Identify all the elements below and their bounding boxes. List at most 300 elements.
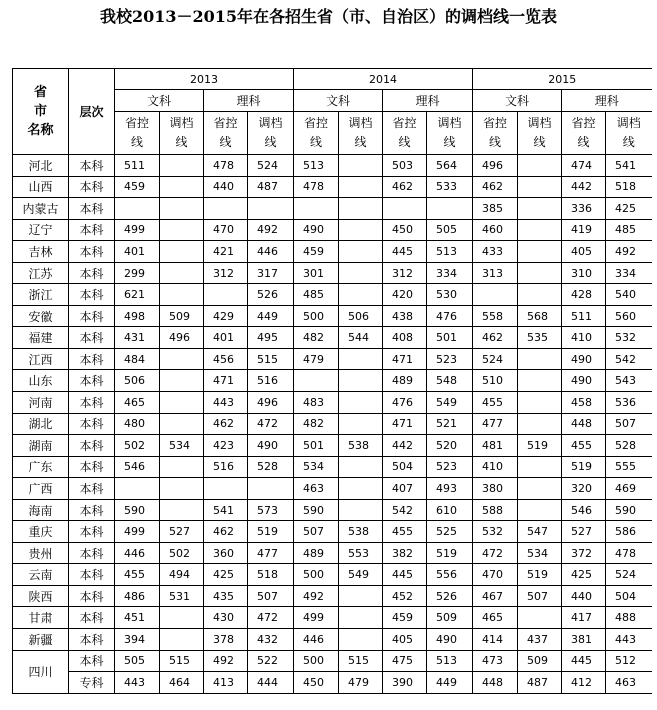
score-cell: 456: [204, 348, 248, 370]
score-cell: 553: [339, 542, 383, 564]
score-cell: 538: [339, 521, 383, 543]
score-cell: [204, 198, 248, 220]
score-cell: 437: [518, 629, 562, 651]
score-cell: 420: [383, 284, 427, 306]
score-cell: 538: [339, 435, 383, 457]
line-type-text: 线: [219, 135, 232, 149]
table-row: [13, 219, 652, 241]
score-cell: [339, 348, 383, 370]
province-cell: 四川: [13, 650, 69, 693]
score-cell: 523: [427, 456, 473, 478]
score-cell: 413: [204, 672, 248, 694]
province-cell: 内蒙古: [13, 198, 69, 220]
score-cell: 507: [248, 585, 294, 607]
stream-header-science: 理科: [383, 90, 473, 112]
table-row: [13, 262, 652, 284]
score-cell: 460: [473, 219, 518, 241]
score-cell: 455: [383, 521, 427, 543]
score-cell: 473: [473, 650, 518, 672]
level-cell: 本科: [69, 198, 115, 220]
score-cell: [339, 499, 383, 521]
score-cell: [160, 262, 204, 284]
level-cell: 本科: [69, 607, 115, 629]
line-type-text: 线: [398, 135, 411, 149]
score-cell: 477: [248, 542, 294, 564]
province-cell: 新疆: [13, 629, 69, 651]
table-row: [13, 585, 652, 607]
score-cell: 543: [606, 370, 652, 392]
score-cell: [339, 456, 383, 478]
line-type-text: 线: [443, 135, 456, 149]
score-cell: [339, 413, 383, 435]
score-cell: 512: [606, 650, 652, 672]
score-cell: 452: [383, 585, 427, 607]
score-cell: 405: [562, 241, 606, 263]
level-cell: 本科: [69, 348, 115, 370]
score-cell: 423: [204, 435, 248, 457]
line-type-text: 调档: [348, 116, 373, 130]
score-cell: 472: [248, 413, 294, 435]
score-cell: [160, 607, 204, 629]
score-cell: 530: [427, 284, 473, 306]
score-cell: 515: [339, 650, 383, 672]
line-type-text: 线: [577, 135, 590, 149]
score-cell: 556: [427, 564, 473, 586]
score-cell: 516: [204, 456, 248, 478]
score-cell: 541: [204, 499, 248, 521]
score-cell: [518, 456, 562, 478]
score-cell: 299: [115, 262, 160, 284]
score-cell: [339, 219, 383, 241]
score-cell: [518, 607, 562, 629]
province-cell: 福建: [13, 327, 69, 349]
province-cell: 湖北: [13, 413, 69, 435]
table-row: [13, 607, 652, 629]
score-cell: 464: [160, 672, 204, 694]
province-cell: 安徽: [13, 305, 69, 327]
score-cell: [160, 413, 204, 435]
admission-line-header: [160, 112, 204, 155]
score-cell: 443: [115, 672, 160, 694]
score-cell: 541: [606, 155, 652, 177]
score-cell: 488: [606, 607, 652, 629]
score-cell: 524: [606, 564, 652, 586]
score-cell: 555: [606, 456, 652, 478]
province-column-header: [13, 69, 69, 155]
score-cell: [518, 241, 562, 263]
score-cell: 494: [160, 564, 204, 586]
province-cell: 海南: [13, 499, 69, 521]
score-cell: [160, 370, 204, 392]
score-cell: 450: [294, 672, 339, 694]
table-row: [13, 564, 652, 586]
score-cell: 401: [204, 327, 248, 349]
score-cell: [518, 392, 562, 414]
score-cell: 477: [473, 413, 518, 435]
score-cell: 524: [248, 155, 294, 177]
score-cell: 320: [562, 478, 606, 500]
score-cell: 521: [427, 413, 473, 435]
level-cell: 本科: [69, 456, 115, 478]
score-cell: 526: [248, 284, 294, 306]
score-cell: 432: [248, 629, 294, 651]
score-cell: 490: [248, 435, 294, 457]
province-cell: 山东: [13, 370, 69, 392]
score-cell: [160, 392, 204, 414]
score-cell: 479: [339, 672, 383, 694]
score-cell: [518, 370, 562, 392]
score-cell: 528: [606, 435, 652, 457]
score-cell: [115, 198, 160, 220]
score-cell: 547: [518, 521, 562, 543]
province-cell: 重庆: [13, 521, 69, 543]
line-type-text: 线: [130, 135, 143, 149]
score-cell: 519: [248, 521, 294, 543]
score-cell: 564: [427, 155, 473, 177]
level-cell: 本科: [69, 155, 115, 177]
score-cell: 507: [518, 585, 562, 607]
score-cell: 513: [427, 650, 473, 672]
score-cell: 394: [115, 629, 160, 651]
score-cell: [518, 155, 562, 177]
score-cell: 549: [427, 392, 473, 414]
provincial-control-line-header: [294, 112, 339, 155]
year-header: 2014: [294, 69, 473, 90]
score-cell: 532: [606, 327, 652, 349]
score-cell: 503: [383, 155, 427, 177]
level-cell: 本科: [69, 521, 115, 543]
admission-line-header: [518, 112, 562, 155]
score-cell: [160, 284, 204, 306]
province-header-line: 省: [33, 85, 47, 100]
score-cell: 445: [383, 241, 427, 263]
score-cell: 429: [204, 305, 248, 327]
score-cell: 500: [294, 564, 339, 586]
table-row: [13, 198, 652, 220]
score-cell: [518, 413, 562, 435]
score-cell: 430: [204, 607, 248, 629]
score-cell: 414: [473, 629, 518, 651]
stream-header-arts: 文科: [294, 90, 383, 112]
score-cell: 467: [473, 585, 518, 607]
score-cell: 425: [562, 564, 606, 586]
score-cell: 511: [115, 155, 160, 177]
score-cell: 478: [294, 176, 339, 198]
score-cell: 505: [115, 650, 160, 672]
score-cell: 435: [204, 585, 248, 607]
score-cell: 513: [427, 241, 473, 263]
score-cell: 472: [473, 542, 518, 564]
score-cell: 455: [562, 435, 606, 457]
level-cell: 本科: [69, 585, 115, 607]
province-header-line: 名称: [27, 123, 54, 138]
score-cell: 425: [606, 198, 652, 220]
score-cell: 482: [294, 327, 339, 349]
score-cell: [160, 219, 204, 241]
score-cell: [248, 198, 294, 220]
score-cell: 501: [294, 435, 339, 457]
score-cell: 520: [427, 435, 473, 457]
score-cell: 496: [248, 392, 294, 414]
score-cell: [339, 262, 383, 284]
score-cell: [339, 607, 383, 629]
score-cell: 469: [606, 478, 652, 500]
province-cell: 广西: [13, 478, 69, 500]
province-cell: 河南: [13, 392, 69, 414]
score-cell: 586: [606, 521, 652, 543]
score-cell: 372: [562, 542, 606, 564]
level-cell: 本科: [69, 284, 115, 306]
score-cell: 490: [427, 629, 473, 651]
admission-line-header: [606, 112, 652, 155]
table-header: [13, 69, 652, 155]
score-cell: 312: [204, 262, 248, 284]
stream-header-science: 理科: [204, 90, 294, 112]
page-title: 我校2013－2015年在各招生省（市、自治区）的调档线一览表: [99, 7, 558, 26]
level-cell: 本科: [69, 392, 115, 414]
line-type-text: 调档: [437, 116, 462, 130]
score-cell: 498: [115, 305, 160, 327]
score-cell: 492: [204, 650, 248, 672]
score-cell: 534: [518, 542, 562, 564]
table-row: [13, 521, 652, 543]
score-cell: 518: [248, 564, 294, 586]
score-cell: 483: [294, 392, 339, 414]
level-cell: 本科: [69, 327, 115, 349]
line-type-text: 省控: [213, 116, 238, 130]
level-cell: 本科: [69, 176, 115, 198]
score-cell: 527: [562, 521, 606, 543]
score-cell: 301: [294, 262, 339, 284]
score-cell: 438: [383, 305, 427, 327]
score-cell: 515: [160, 650, 204, 672]
score-cell: [160, 176, 204, 198]
score-cell: [427, 198, 473, 220]
stream-header-arts: 文科: [115, 90, 204, 112]
score-cell: 446: [294, 629, 339, 651]
score-cell: 443: [606, 629, 652, 651]
score-cell: [339, 585, 383, 607]
score-cell: 448: [473, 672, 518, 694]
score-cell: 525: [427, 521, 473, 543]
score-cell: [160, 348, 204, 370]
score-cell: [518, 176, 562, 198]
score-cell: 568: [518, 305, 562, 327]
score-cell: 522: [248, 650, 294, 672]
score-cell: 459: [294, 241, 339, 263]
score-cell: 518: [606, 176, 652, 198]
province-cell: 云南: [13, 564, 69, 586]
score-cell: 312: [383, 262, 427, 284]
score-cell: [160, 241, 204, 263]
score-cell: 380: [473, 478, 518, 500]
score-cell: 471: [383, 348, 427, 370]
score-cell: 451: [115, 607, 160, 629]
score-cell: 542: [383, 499, 427, 521]
score-cell: 506: [115, 370, 160, 392]
score-cell: [518, 348, 562, 370]
score-cell: 474: [562, 155, 606, 177]
score-cell: 462: [473, 176, 518, 198]
table-row: [13, 327, 652, 349]
score-cell: [518, 499, 562, 521]
province-cell: 陕西: [13, 585, 69, 607]
level-cell: 本科: [69, 305, 115, 327]
score-cell: 444: [248, 672, 294, 694]
score-cell: 462: [204, 413, 248, 435]
score-cell: [339, 478, 383, 500]
level-cell: 本科: [69, 499, 115, 521]
score-cell: 478: [204, 155, 248, 177]
score-cell: 519: [518, 564, 562, 586]
score-cell: 490: [562, 348, 606, 370]
level-cell: 本科: [69, 262, 115, 284]
score-cell: 433: [473, 241, 518, 263]
score-cell: 313: [473, 262, 518, 284]
score-cell: 519: [562, 456, 606, 478]
score-cell: 336: [562, 198, 606, 220]
score-cell: 334: [427, 262, 473, 284]
province-cell: 贵州: [13, 542, 69, 564]
score-cell: 410: [473, 456, 518, 478]
score-cell: [339, 198, 383, 220]
score-cell: [160, 478, 204, 500]
score-cell: 509: [518, 650, 562, 672]
line-type-text: 省控: [124, 116, 149, 130]
score-cell: 496: [160, 327, 204, 349]
provincial-control-line-header: [383, 112, 427, 155]
score-cell: 446: [248, 241, 294, 263]
score-cell: 492: [248, 219, 294, 241]
score-cell: 527: [160, 521, 204, 543]
table-row: [13, 650, 652, 672]
table-row: [13, 478, 652, 500]
line-type-text: 省控: [392, 116, 417, 130]
score-cell: 459: [383, 607, 427, 629]
province-cell: 广东: [13, 456, 69, 478]
table-row: [13, 542, 652, 564]
level-cell: 本科: [69, 478, 115, 500]
stream-header-arts: 文科: [473, 90, 562, 112]
line-type-text: 省控: [303, 116, 328, 130]
score-cell: 405: [383, 629, 427, 651]
score-cell: [160, 155, 204, 177]
score-cell: 401: [115, 241, 160, 263]
score-cell: 485: [606, 219, 652, 241]
score-cell: 471: [204, 370, 248, 392]
score-cell: 590: [115, 499, 160, 521]
score-cell: 510: [473, 370, 518, 392]
level-cell: 本科: [69, 370, 115, 392]
score-cell: 526: [427, 585, 473, 607]
score-cell: 334: [606, 262, 652, 284]
score-cell: 504: [383, 456, 427, 478]
score-cell: 410: [562, 327, 606, 349]
level-cell: 本科: [69, 564, 115, 586]
table-row: [13, 456, 652, 478]
score-cell: 505: [427, 219, 473, 241]
table-row: [13, 241, 652, 263]
score-cell: 421: [204, 241, 248, 263]
score-cell: 445: [562, 650, 606, 672]
level-cell: 本科: [69, 542, 115, 564]
line-type-text: 线: [175, 135, 188, 149]
score-cell: 475: [383, 650, 427, 672]
score-cell: 428: [562, 284, 606, 306]
score-cell: 495: [248, 327, 294, 349]
score-cell: 446: [115, 542, 160, 564]
table-row: [13, 499, 652, 521]
table-row: [13, 284, 652, 306]
score-cell: 499: [115, 521, 160, 543]
score-cell: 378: [204, 629, 248, 651]
score-cell: 412: [562, 672, 606, 694]
score-cell: 516: [248, 370, 294, 392]
score-cell: 479: [294, 348, 339, 370]
score-cell: 610: [427, 499, 473, 521]
score-cell: 449: [248, 305, 294, 327]
score-cell: [160, 499, 204, 521]
score-cell: [339, 284, 383, 306]
score-cell: 407: [383, 478, 427, 500]
score-cell: 449: [427, 672, 473, 694]
level-cell: 本科: [69, 241, 115, 263]
table-row: [13, 370, 652, 392]
score-cell: 487: [518, 672, 562, 694]
score-cell: [204, 284, 248, 306]
score-cell: 417: [562, 607, 606, 629]
score-cell: 472: [248, 607, 294, 629]
score-cell: 470: [204, 219, 248, 241]
score-cell: [294, 198, 339, 220]
score-cell: 455: [115, 564, 160, 586]
score-cell: 480: [115, 413, 160, 435]
province-cell: 甘肃: [13, 607, 69, 629]
score-cell: 499: [294, 607, 339, 629]
score-cell: 588: [473, 499, 518, 521]
score-cell: 459: [115, 176, 160, 198]
province-cell: 江苏: [13, 262, 69, 284]
score-cell: 419: [562, 219, 606, 241]
score-cell: 542: [606, 348, 652, 370]
level-cell: 专科: [69, 672, 115, 694]
table-row: [13, 392, 652, 414]
level-cell: 本科: [69, 650, 115, 672]
level-column-header: 层次: [69, 69, 115, 155]
score-cell: [518, 284, 562, 306]
score-cell: 478: [606, 542, 652, 564]
level-cell: 本科: [69, 629, 115, 651]
score-cell: 390: [383, 672, 427, 694]
score-cell: 590: [606, 499, 652, 521]
score-cell: [160, 629, 204, 651]
score-cell: 482: [294, 413, 339, 435]
score-cell: [518, 478, 562, 500]
score-cell: 524: [473, 348, 518, 370]
line-type-text: 调档: [258, 116, 283, 130]
provincial-control-line-header: [204, 112, 248, 155]
score-cell: 511: [562, 305, 606, 327]
province-header-line: 市: [33, 104, 47, 119]
score-cell: [339, 241, 383, 263]
level-cell: 本科: [69, 435, 115, 457]
score-cell: 462: [473, 327, 518, 349]
score-cell: 499: [115, 219, 160, 241]
admission-line-header: [339, 112, 383, 155]
score-cell: 492: [606, 241, 652, 263]
line-type-text: 线: [622, 135, 635, 149]
score-cell: 440: [562, 585, 606, 607]
